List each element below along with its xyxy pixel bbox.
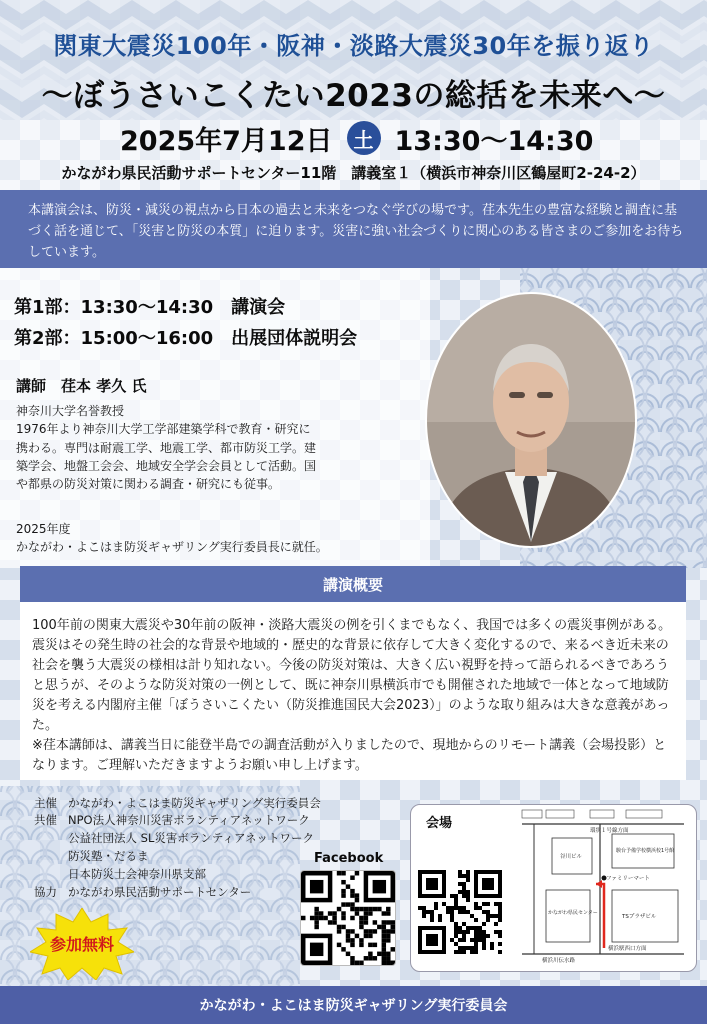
organizer-name: 防災塾・だるま: [68, 849, 149, 863]
intro-text: 本講演会は、防災・減災の視点から日本の過去と未来をつなぐ学びの場です。荏本先生の豊富な経験と調査に基づく話を通じて、「災害と防災の本質」に迫ります。災害に強い社会づくりに関心のある皆さまのご参加をお待ちしています。: [28, 203, 684, 260]
organizer-line: [34, 812, 310, 828]
event-title: 〜ぼうさいこくたい2023の総括を未来へ〜: [41, 78, 666, 114]
facebook-qr-code[interactable]: [300, 870, 396, 966]
event-time: 13:30〜14:30: [394, 125, 594, 157]
date-line: [120, 118, 593, 158]
overview-heading-label: 講演概要: [322, 575, 383, 594]
map-sign: [590, 810, 614, 818]
organizer-name: 日本防災士会神奈川県支部: [68, 867, 206, 881]
free-admission-label: 参加無料: [49, 935, 115, 954]
map-label-tanikawa: 谷川ビル: [560, 854, 583, 860]
organizer-line: [34, 866, 206, 882]
remote-notice: ※荏本講師は、講義当日に能登半島での調査活動が入りましたので、現地からのリモート講義（会場投影）となります。ご理解いただきますようお願い申し上げます。: [32, 738, 667, 773]
speaker-photo: [425, 292, 637, 548]
map-sign: [626, 810, 662, 818]
event-date: 2025年7月12日: [120, 125, 333, 157]
organizer-role: 共催: [34, 813, 57, 827]
map-label-plaza: TSプラザビル: [622, 914, 657, 920]
footer-band: [0, 986, 707, 1024]
program-part-1: 第1部：13:30〜14:30 講演会: [14, 297, 286, 318]
organizer-line: [34, 884, 251, 900]
organizer-line: [34, 848, 149, 864]
organizer-role: 主催: [34, 796, 57, 810]
map-title: 会場: [426, 816, 453, 831]
speaker-career: 1976年より神奈川大学工学部建築学科で教育・研究に携わる。専門は耐震工学、地震工学、都市防災工学。建築学会、地盤工会会、地域安全学会会員として活動。国や都県の防災対策に関わる調査・研究にも従事。: [16, 422, 317, 492]
map-label-prep-school: 駿台予備学校横浜校1号館: [616, 848, 675, 854]
map-sign: [546, 810, 574, 818]
organizer-name: かながわ・よこはま防災ギャザリング実行委員会: [68, 796, 321, 810]
venue-line: かながわ県民活動サポートセンター11階 講義室１（横浜市神奈川区鶴屋町2-24-2）: [61, 164, 646, 182]
free-admission-badge: [30, 908, 134, 980]
facebook-label: Facebook: [314, 851, 384, 866]
organizer-line: [34, 795, 321, 811]
overview-heading: [20, 566, 686, 602]
map-label-center: かながわ県民センター: [548, 910, 598, 916]
organizer-name: かながわ県民活動サポートセンター: [68, 885, 252, 899]
organizer-role: 協力: [34, 885, 57, 899]
map-marker: [602, 876, 607, 881]
map-qr-code[interactable]: [418, 870, 502, 954]
map-sign: [522, 810, 542, 818]
speaker-bio: [16, 402, 316, 493]
speaker-title: 神奈川大学名誉教授: [16, 404, 125, 418]
map-route-arrow: [596, 880, 602, 888]
organizer-line: [34, 830, 314, 846]
speaker-role: かながわ・よこはま防災ギャザリング実行委員長に就任。: [16, 540, 328, 554]
venue-map: [512, 808, 690, 964]
event-subtitle: 関東大震災100年・阪神・淡路大震災30年を振り返り: [53, 32, 654, 60]
map-label-station: 横浜駅西口方面: [608, 946, 647, 952]
organizer-name: 公益社団法人 SL災害ボランティアネットワーク: [68, 831, 314, 845]
organizer-name: NPO法人神奈川災害ボランティアネットワーク: [68, 813, 310, 827]
map-building-venue: [546, 890, 590, 942]
map-label-familymart: ファミリーマート: [606, 876, 650, 882]
speaker-name: 講師 荏本 孝久 氏: [16, 377, 147, 395]
map-label-top-street: 環状１号線方面: [590, 828, 629, 834]
speaker-year: 2025年度: [16, 522, 71, 536]
overview-text: 100年前の関東大震災や30年前の阪神・淡路大震災の例を引くまでもなく、我国では多くの震災事例がある。震災はその発生時の社会的な背景や地域的・歴史的な背景に依存して大きく変化するので、来るべき近未来の社会を襲う大震災の様相は計り知れない。今後の防災対策は、大きく広い視野を持って語られるべきであろうと思うが、そのような防災対策の一例として、既に神奈川県横浜市でも開催された地域で一体となって地域防災を考える内閣府主催「ぼうさいこくたい（防災推進国民大会2023）」のような取り組みは大きな意義があった。: [32, 618, 672, 733]
map-label-bottom-street: 横浜川伝水路: [542, 958, 576, 964]
program-part-2: 第2部：15:00〜16:00 出展団体説明会: [14, 328, 358, 349]
weekday-badge: 土: [347, 121, 381, 155]
footer-organizer: かながわ・よこはま防災ギャザリング実行委員会: [199, 998, 508, 1014]
